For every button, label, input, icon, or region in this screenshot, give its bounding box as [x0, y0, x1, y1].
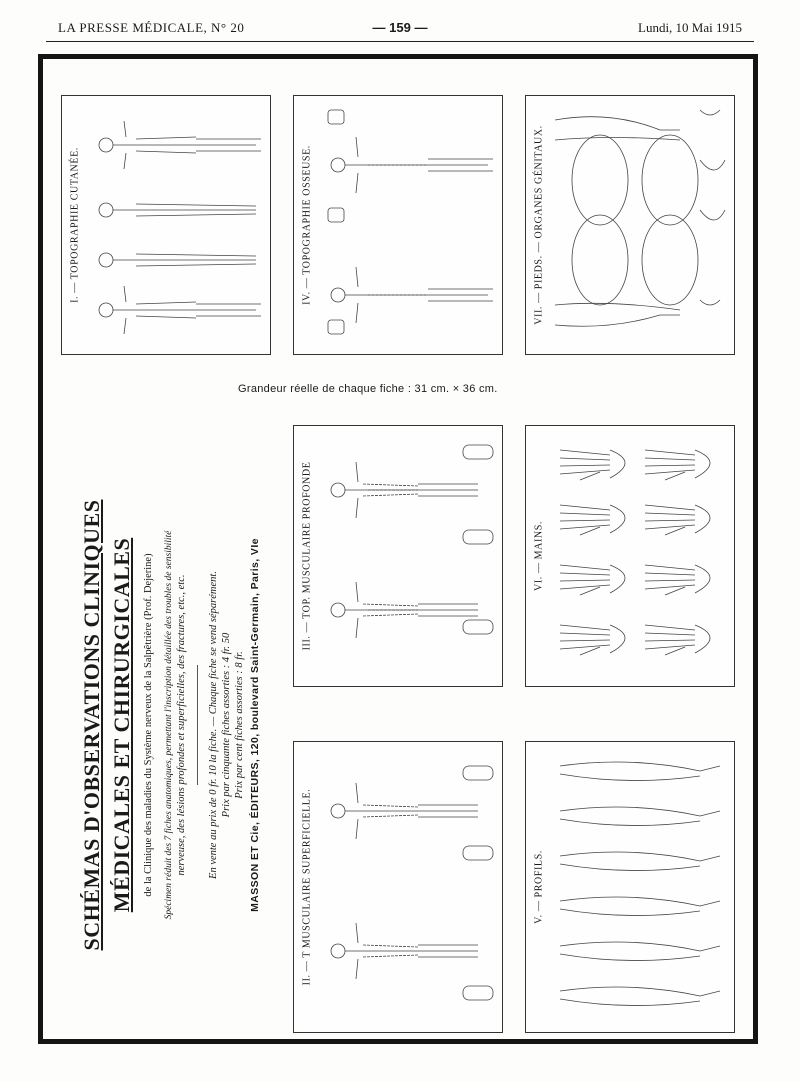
- page-number: — 159 —: [372, 20, 428, 35]
- advertisement-frame: [38, 54, 758, 1044]
- ad-specimen-line2: nerveuse, des lésions profondes et superficielles, des fractures, etc., etc.: [176, 574, 187, 876]
- panel-top-musculaire-profonde: [293, 425, 503, 687]
- ad-title-line2: MÉDICALES ET CHIRURGICALES: [109, 537, 134, 913]
- figure-illustration: [550, 430, 730, 682]
- panel-title: II. — T MUSCULAIRE SUPERFICIELLE.: [301, 788, 313, 986]
- ad-price-line2: Prix par cinquante fiches assorties : 4 fr. 50: [221, 632, 232, 818]
- panel-title: VI. — MAINS.: [533, 521, 545, 591]
- ad-subtitle: de la Clinique des maladies du Système nerveux de la Salpêtrière (Prof. Dejerine): [143, 553, 154, 897]
- panel-profils: [525, 741, 735, 1033]
- ad-specimen-line1: Spécimen réduit des 7 fiches anatomiques, permettant l'inscription détaillée des troubles de sensibilité: [164, 530, 174, 920]
- issue-date: Lundi, 10 Mai 1915: [638, 20, 742, 35]
- figure-illustration: [318, 746, 498, 1028]
- panel-topographie-osseuse: [293, 95, 503, 355]
- panel-title: IV. — TOPOGRAPHIE OSSEUSE.: [301, 145, 313, 305]
- dimension-caption: Grandeur réelle de chaque fiche : 31 cm. × 36 cm.: [238, 383, 498, 395]
- panel-topographie-cutanee: [61, 95, 271, 355]
- advertisement-text-area: [53, 419, 283, 1031]
- page-header: [58, 20, 742, 38]
- ad-publisher: MASSON ET Cie, ÉDITEURS, 120, boulevard Saint-Germain, Paris, VIe: [249, 538, 261, 912]
- figure-illustration: [318, 430, 498, 682]
- ad-price-line3: Prix par cent fiches assorties : 8 fr.: [234, 651, 245, 799]
- ad-price-line1: En vente au prix de 0 fr. 10 la fiche. — Chaque fiche se vend séparément.: [208, 571, 219, 879]
- ad-title-line1: SCHÉMAS D'OBSERVATIONS CLINIQUES: [79, 499, 104, 951]
- journal-title: LA PRESSE MÉDICALE, N° 20: [58, 20, 245, 35]
- header-rule: [46, 41, 754, 42]
- figure-illustration: [86, 100, 266, 350]
- panel-pieds-organes: [525, 95, 735, 355]
- figure-illustration: [318, 100, 498, 350]
- panel-title: I. — TOPOGRAPHIE CUTANÉE.: [69, 147, 81, 303]
- panel-mains: [525, 425, 735, 687]
- panel-title: V. — PROFILS.: [533, 850, 545, 924]
- figure-illustration: [550, 746, 730, 1028]
- figure-illustration: [550, 100, 730, 350]
- ad-separator: [197, 665, 198, 785]
- panel-title: III. — TOP. MUSCULAIRE PROFONDE: [301, 461, 313, 651]
- panel-title: VII. — PIEDS. — ORGANES GÉNITAUX.: [533, 125, 545, 325]
- panel-musculaire-superficielle: [293, 741, 503, 1033]
